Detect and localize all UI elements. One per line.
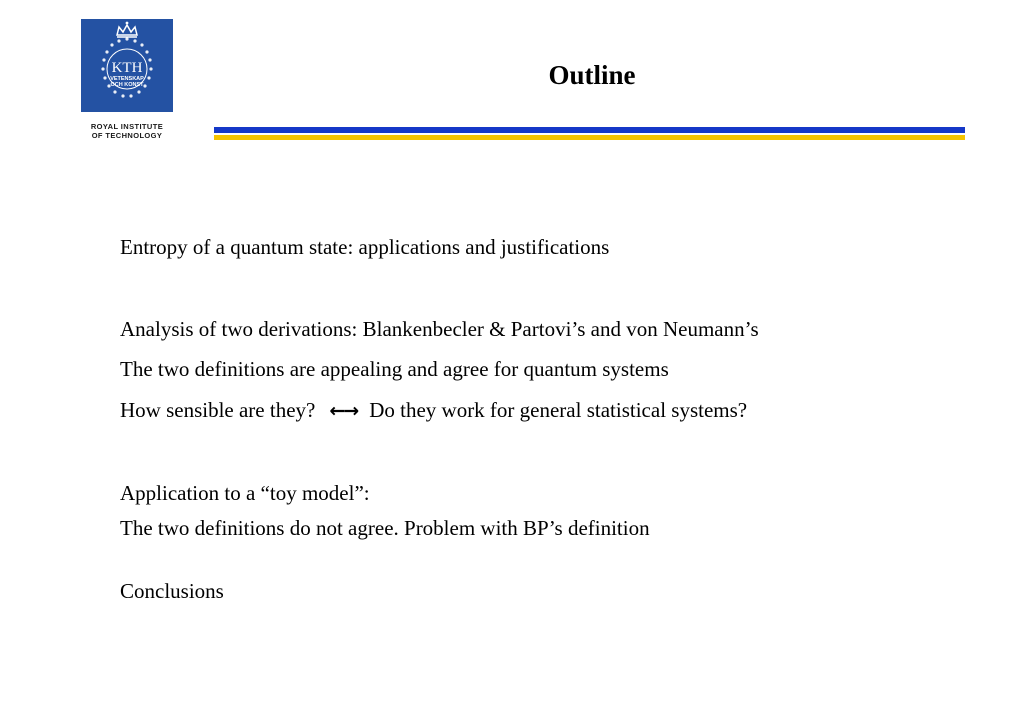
institute-line-2: OF TECHNOLOGY — [91, 131, 163, 140]
outline-item-disagree: The two definitions do not agree. Problem with BP’s definition — [120, 516, 650, 540]
kth-crest-icon — [81, 19, 173, 112]
header-rule-blue — [214, 127, 965, 133]
outline-item-sensible — [120, 397, 747, 424]
svg-text:KTH: KTH — [111, 60, 143, 76]
outline-item-analysis: Analysis of two derivations: Blankenbecler & Partovi’s and von Neumann’s — [120, 317, 759, 341]
outline-item-toy-model: Application to a “toy model”: — [120, 481, 370, 505]
slide-title: Outline — [548, 60, 636, 90]
header-rule-yellow — [214, 135, 965, 140]
svg-text:OCH KONST: OCH KONST — [110, 82, 144, 88]
general-systems-question: Do they work for general statistical systems? — [369, 398, 748, 422]
kth-logo — [81, 19, 173, 112]
sensible-question: How sensible are they? — [120, 398, 316, 422]
outline-item-definitions-agree: The two definitions are appealing and agree for quantum systems — [120, 357, 669, 381]
institute-line-1: ROYAL INSTITUTE — [90, 122, 164, 131]
left-right-arrow-icon: ←→ — [329, 400, 358, 422]
institute-name — [74, 122, 180, 140]
outline-item-entropy: Entropy of a quantum state: applications and justifications — [120, 235, 610, 259]
svg-text:VETENSKAP: VETENSKAP — [110, 76, 144, 82]
outline-item-conclusions: Conclusions — [120, 579, 224, 603]
